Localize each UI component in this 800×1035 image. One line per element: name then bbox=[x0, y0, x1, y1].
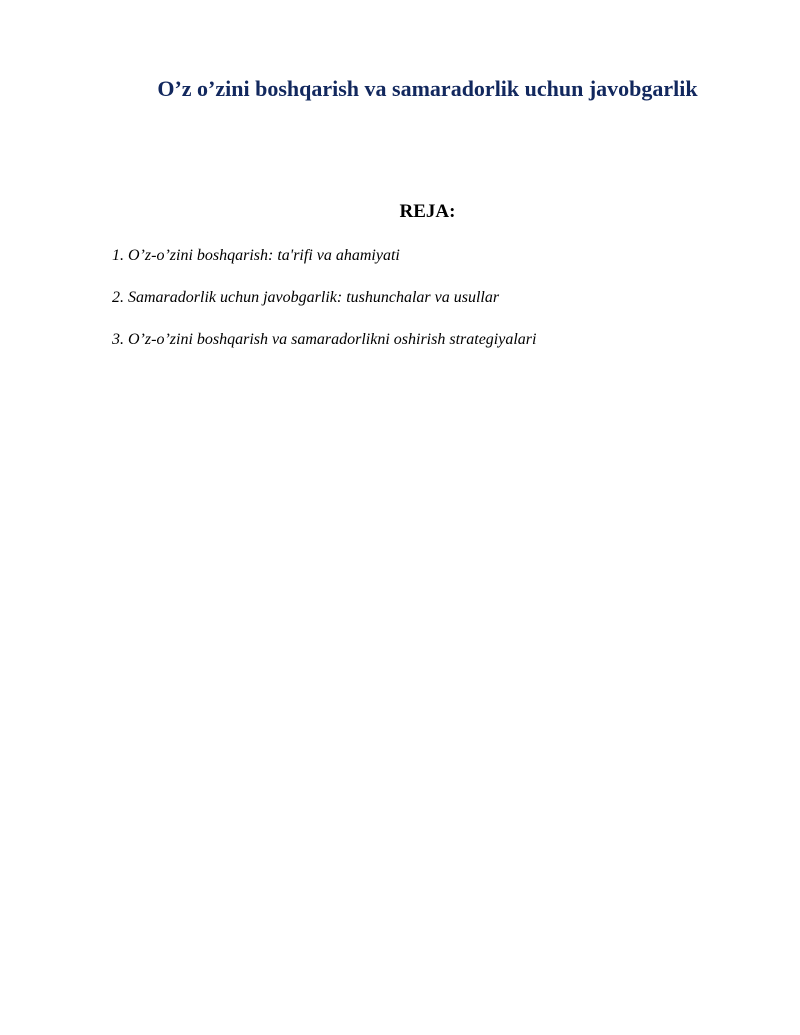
plan-item: 2. Samaradorlik uchun javobgarlik: tushunchalar va usullar bbox=[112, 289, 500, 306]
plan-item: 3. O’z-o’zini boshqarish va samaradorlikni oshirish strategiyalari bbox=[112, 331, 537, 348]
plan-list bbox=[112, 245, 536, 371]
plan-heading: REJA: bbox=[399, 201, 456, 222]
document-title: O’z o’zini boshqarish va samaradorlik uchun javobgarlik bbox=[157, 76, 698, 101]
plan-item: 1. O’z-o’zini boshqarish: ta'rifi va ahamiyati bbox=[112, 247, 400, 264]
